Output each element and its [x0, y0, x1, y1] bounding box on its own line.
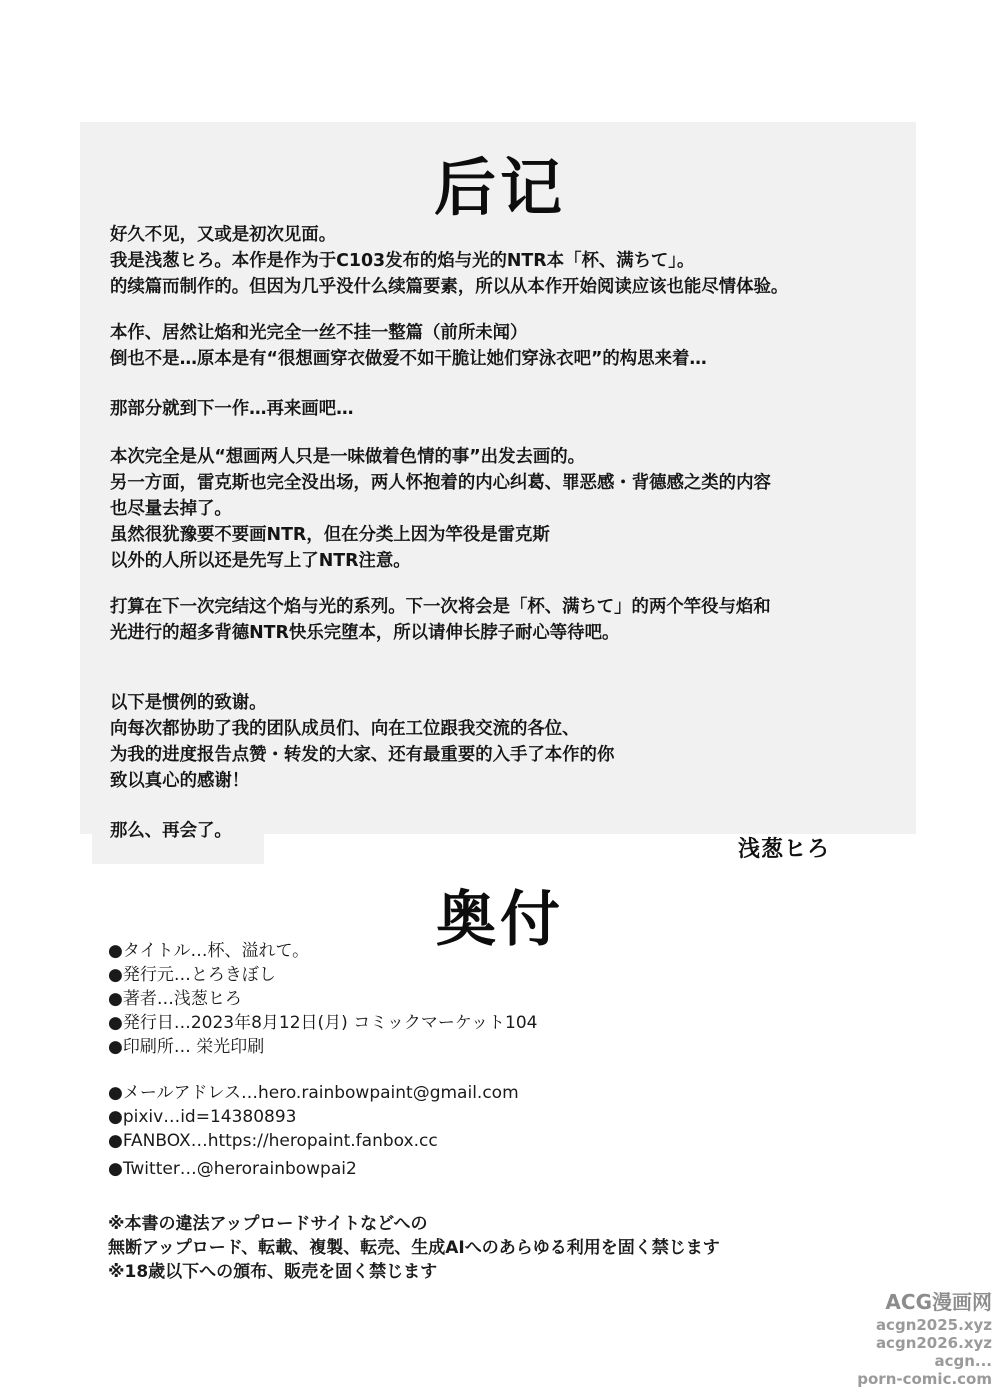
afterword-line: 光进行的超多背德NTR快乐完堕本，所以请伸长脖子耐心等待吧。 — [110, 623, 620, 643]
watermark — [850, 1288, 992, 1388]
afterword-line: 虽然很犹豫要不要画NTR，但在分类上因为竿役是雷克斯 — [110, 525, 550, 545]
watermark-line: porn-comic.com — [857, 1370, 992, 1388]
afterword-line: 另一方面，雷克斯也完全没出场，两人怀抱着的内心纠葛、罪恶感・背德感之类的内容 — [110, 473, 771, 493]
author-signature: 浅葱ヒろ — [738, 837, 831, 862]
colophon-detail-author: ●著者…浅葱ヒろ — [108, 989, 242, 1009]
contact-twitter: ●Twitter…@herorainbowpai2 — [108, 1159, 357, 1179]
colophon-detail-publisher: ●発行元…とろきぼし — [108, 965, 276, 985]
afterword-line: 以外的人所以还是先写上了NTR注意。 — [110, 551, 411, 571]
afterword-paragraph-6 — [110, 690, 930, 794]
contact-email: ●メールアドレス…hero.rainbowpaint@gmail.com — [108, 1083, 519, 1103]
afterword-line: 那部分就到下一作…再来画吧… — [110, 399, 354, 419]
afterword-line: 我是浅葱ヒろ。本作是作为于C103发布的焰与光的NTR本「杯、满ちて」。 — [110, 251, 695, 271]
legal-line: ※18歳以下への頒布、販売を固く禁じます — [108, 1262, 438, 1282]
afterword-paragraph-3 — [110, 396, 930, 422]
colophon-contacts — [108, 1081, 888, 1181]
afterword-title: 后记 — [433, 151, 566, 224]
watermark-line: acgn... — [934, 1352, 992, 1370]
watermark-line: acgn2025.xyz — [875, 1316, 992, 1334]
afterword-line: 好久不见，又或是初次见面。 — [110, 225, 337, 245]
afterword-line: 也尽量去掉了。 — [110, 499, 232, 519]
afterword-paragraph-4 — [110, 444, 930, 574]
afterword-line: 为我的进度报告点赞・转发的大家、还有最重要的入手了本作的你 — [110, 745, 615, 765]
watermark-line: ACG漫画网 — [885, 1290, 992, 1314]
afterword-line: 打算在下一次完结这个焰与光的系列。下一次将会是「杯、满ちて」的两个竿役与焰和 — [110, 597, 771, 617]
legal-notice — [108, 1212, 908, 1284]
legal-line: ※本書の違法アップロードサイトなどへの — [108, 1214, 428, 1234]
colophon-title: 奥付 — [436, 885, 564, 955]
colophon-details — [108, 939, 888, 1059]
afterword-line: 致以真心的感谢！ — [110, 771, 250, 791]
contact-fanbox: ●FANBOX…https://heropaint.fanbox.cc — [108, 1131, 438, 1151]
contact-pixiv: ●pixiv…id=14380893 — [108, 1107, 297, 1127]
colophon-detail-date: ●発行日…2023年8月12日(月) コミックマーケット104 — [108, 1013, 538, 1033]
afterword-line: 的续篇而制作的。但因为几乎没什么续篇要素，所以从本作开始阅读应该也能尽情体验。 — [110, 277, 789, 297]
legal-line: 無断アップロード、転載、複製、転売、生成AIへのあらゆる利用を固く禁じます — [108, 1238, 720, 1258]
afterword-line: 那么、再会了。 — [110, 821, 232, 841]
afterword-line: 向每次都协助了我的团队成员们、向在工位跟我交流的各位、 — [110, 719, 580, 739]
colophon-detail-printer: ●印刷所… 栄光印刷 — [108, 1037, 265, 1057]
afterword-paragraph-2 — [110, 320, 930, 372]
watermark-line: acgn2026.xyz — [875, 1334, 992, 1352]
afterword-line: 倒也不是…原本是有“很想画穿衣做爱不如干脆让她们穿泳衣吧”的构思来着… — [110, 349, 707, 369]
colophon-detail-title: ●タイトル…杯、溢れて。 — [108, 941, 310, 961]
afterword-line: 本作、居然让焰和光完全一丝不挂一整篇（前所未闻） — [110, 323, 528, 343]
afterword-line: 以下是惯例的致谢。 — [110, 693, 267, 713]
afterword-paragraph-5 — [110, 594, 930, 646]
afterword-paragraph-1 — [110, 222, 930, 300]
afterword-line: 本次完全是从“想画两人只是一味做着色情的事”出发去画的。 — [110, 447, 586, 467]
